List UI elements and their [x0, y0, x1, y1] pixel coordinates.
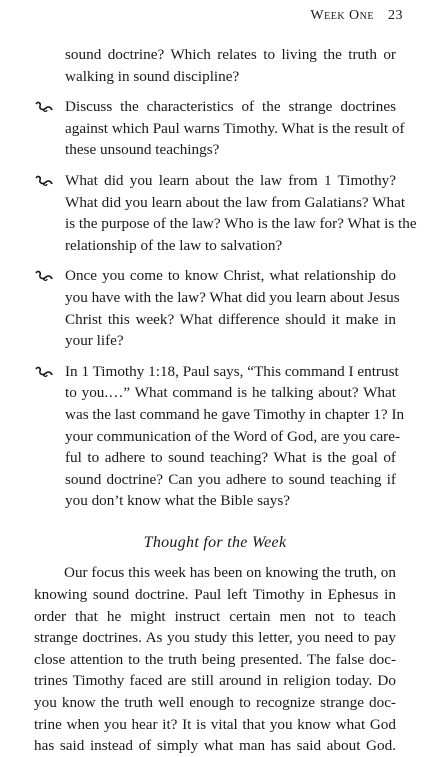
- page-number: 23: [388, 8, 403, 23]
- text-line: In 1 Timothy 1:18, Paul says, “This command I entrust: [65, 362, 399, 380]
- text-line: has said instead of simply what man has said about God.: [34, 737, 396, 755]
- text-line: was the last command he gave Timothy in chapter 1? In: [65, 405, 405, 423]
- text-line: you don’t know what the Bible says?: [65, 492, 290, 510]
- text-line: sound doctrine? Can you adhere to sound teaching if: [65, 470, 396, 488]
- text-line: trine when you hear it? It is vital that you know what God: [34, 715, 396, 733]
- text-line: close attention to the truth being presented. The false doc-: [34, 650, 396, 668]
- continued-question: [34, 44, 396, 87]
- text-line: you have with the law? What did you learn about Jesus: [65, 288, 400, 306]
- text-line: is the purpose of the law? Who is the law for? What is the: [65, 215, 417, 233]
- text-line: you know the truth well enough to recognize strange doc-: [34, 694, 396, 712]
- text-line: trines Timothy faced are still around in religion today. Do: [34, 672, 396, 690]
- text-line: your life?: [65, 332, 124, 350]
- page-body: [34, 44, 417, 757]
- fleuron-icon: [34, 175, 54, 187]
- text-line: ful to adhere to sound teaching? What is the goal of: [65, 449, 396, 467]
- text-line: knowing sound doctrine. Paul left Timothy in Ephesus in: [34, 586, 396, 604]
- study-question: [34, 96, 405, 161]
- running-head: [310, 8, 403, 24]
- text-line: relationship of the law to salvation?: [65, 236, 283, 254]
- text-line: against which Paul warns Timothy. What is the result of: [65, 119, 405, 137]
- text-line: walking in sound discipline?: [65, 67, 240, 85]
- section-heading: Thought for the Week: [143, 533, 287, 551]
- study-question: [34, 265, 400, 351]
- text-line: What did you learn about the law from 1 Timothy?: [65, 171, 396, 189]
- study-question: [34, 361, 405, 512]
- text-line: What did you learn about the law from Galatians? What: [65, 193, 406, 211]
- text-line: Once you come to know Christ, what relationship do: [65, 267, 396, 285]
- thought-paragraph: [34, 562, 396, 756]
- text-line: Our focus this week has been on knowing the truth, on: [64, 564, 396, 582]
- fleuron-icon: [34, 101, 54, 113]
- running-head-section: Week One: [310, 8, 374, 23]
- text-line: your communication of the Word of God, are you care-: [65, 427, 401, 445]
- fleuron-icon: [34, 270, 54, 282]
- text-line: to you.…” What command is he talking about? What: [65, 384, 396, 402]
- fleuron-icon: [34, 366, 54, 378]
- study-question: [34, 170, 417, 256]
- text-line: sound doctrine? Which relates to living the truth or: [65, 46, 396, 63]
- text-line: order that he might instruct certain men not to teach: [34, 607, 396, 625]
- text-line: strange doctrines. As you study this letter, you need to pay: [34, 629, 396, 647]
- text-line: these unsound teachings?: [65, 141, 220, 159]
- text-line: Christ this week? What difference should it make in: [65, 310, 396, 328]
- text-line: Discuss the characteristics of the strange doctrines: [65, 98, 396, 116]
